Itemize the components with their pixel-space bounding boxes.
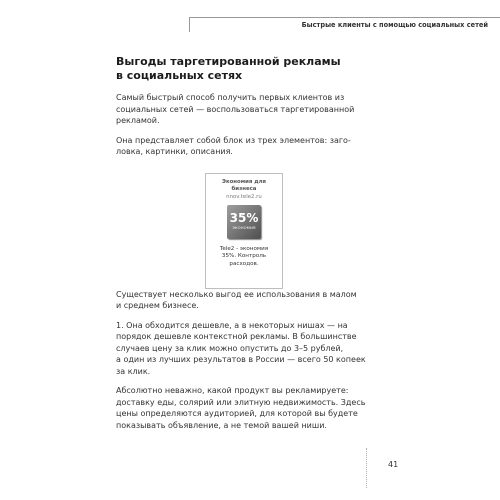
text-line: ловка, картинки, описания. — [116, 147, 233, 156]
text-line: Абсолютно неважно, какой продукт вы рекламируете: — [116, 386, 349, 395]
ad-title-line: бизнеса — [231, 185, 257, 192]
text-line: Она представляет собой блок из трех элементов: заго- — [116, 135, 351, 145]
text-line: цены определяются аудиторией, для которой вы будете — [116, 409, 358, 418]
text-line: 1. Она обходится дешевле, а в некоторых нишах — на — [116, 320, 348, 330]
paragraph-benefits — [116, 289, 381, 312]
ad-description — [206, 246, 282, 269]
discount-badge — [227, 205, 261, 239]
page-number: 41 — [388, 460, 399, 469]
section-title-line: Выгоды таргетированной рекламы — [116, 55, 341, 68]
paragraph-product — [116, 385, 381, 431]
running-header-title: Быстрые клиенты с помощью социальных сетей — [301, 21, 488, 29]
text-line: Существует несколько выгод ее использования в малом — [116, 289, 357, 299]
badge-value: 35% — [229, 210, 259, 225]
text-line: социальных сетей — воспользоваться таргетированной — [116, 104, 355, 114]
ad-desc-line: 35%. Контроль — [221, 253, 267, 259]
ad-desc-line: Tele2 - экономия — [219, 245, 269, 252]
paragraph-intro — [116, 92, 381, 127]
badge-caption: ЭКОНОМИЯ — [232, 225, 256, 230]
paragraph-structure — [116, 135, 381, 158]
text-line: а один из лучших результатов в России — всего 50 копеек — [116, 355, 366, 364]
text-line: и среднем бизнесе. — [116, 301, 199, 310]
footer-divider — [366, 448, 368, 488]
text-line: Самый быстрый способ получить первых клиентов из — [116, 93, 345, 102]
text-line: за клик. — [116, 366, 151, 376]
ad-url: nnov.tele2.ru — [226, 193, 262, 200]
ad-title — [206, 179, 282, 193]
text-line: показывать объявление, а не темой вашей ниши. — [116, 420, 327, 430]
page-content — [116, 55, 381, 439]
text-line: случаев цену за клик можно опустить до 3–5 рублей, — [116, 343, 344, 353]
text-line: рекламой. — [116, 116, 160, 125]
text-line: порядок дешевле контекстной рекламы. В большинстве — [116, 332, 357, 341]
ad-example-image — [205, 173, 283, 289]
section-title — [116, 55, 381, 83]
ad-title-line: Экономия для — [221, 178, 267, 185]
ad-desc-line: расходов. — [229, 260, 259, 267]
running-header — [189, 17, 500, 32]
paragraph-benefit-1 — [116, 320, 381, 378]
section-title-line: в социальных сетях — [116, 69, 243, 82]
text-line: доставку еды, солярий или элитную недвижимость. Здесь — [116, 397, 366, 407]
